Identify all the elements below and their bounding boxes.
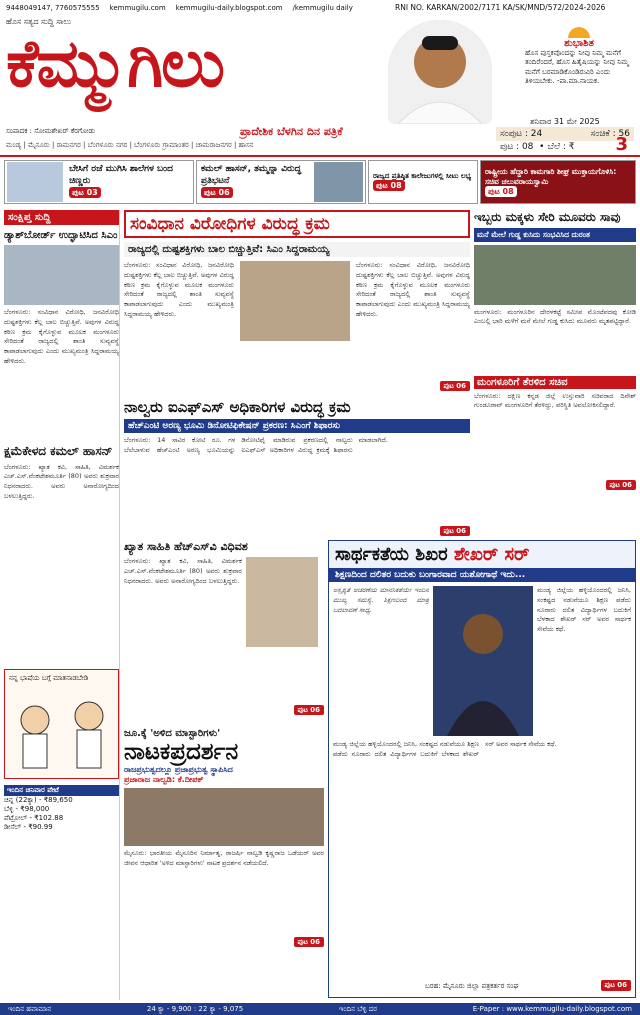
teaser-text: ಬೇಸಿಗೆ ರಜೆ ಮುಗಿಸಿ ಶಾಲೆಗಳ ಬಂದ ಚಿಣ್ಣರು <box>69 164 173 187</box>
lead-body-2: ಬೆಂಗಳೂರು: ಸಂವಿಧಾನ ವಿರೋಧಿ, ಜನವಿರೋಧಿ ದುಷ್ಟಶಕ್ತಿಗಳು ಕೆಲ್ಲ ಬಾಲ ಬಿಚ್ಚುತ್ತಿವೆ. ಅವುಗಳ ವಿರುದ್ಧ ಕಠಿಣ ಕ್ರಮ ಕೈಗೊಳ್ಳುವ ಮೂಲಕ ಮಂಗಳೂರು ಸೇರಿದಂತೆ ರಾಜ್ಯದಲ್ಲಿ ಶಾಂತಿ ಸುವ್ಯವಸ್ಥೆ ಕಾಪಾಡಲಾಗುವುದು ಎಂದು ಮುಖ್ಯಮಂತ್ರಿ ಸಿದ್ದರಾಮಯ್ಯ ಹೇಳಿದರು. <box>356 261 470 318</box>
teaser-2[interactable] <box>196 160 366 204</box>
drama-subheadline-2: ಪ್ರಜಾರಾಜ ನಾಲ್ವಡಿ: ಕೆ.ದೀಪಕ್ <box>124 775 204 784</box>
teaser-1[interactable] <box>4 160 194 204</box>
market-item: ಬೆಳ್ಳಿ - ₹98,000 <box>4 804 50 813</box>
masthead-subtitle: ಪ್ರಾದೇಶಿಕ ಬೆಳಗಿನ ದಿನ ಪತ್ರಿಕೆ <box>240 125 343 138</box>
feature-subheadline: ಶಿಕ್ಷಣದಿಂದ ದಲಿತರ ಬದುಕು ಬಂಗಾರವಾದ ಯಶೋಗಾಥೆ ಇದು... <box>329 568 635 582</box>
obituary-story <box>124 540 324 716</box>
obituary-continued[interactable]: ಪುಟ 06 <box>294 705 324 715</box>
brief-body-2: ಬೆಂಗಳೂರು: ಖ್ಯಾತ ಕವಿ, ಸಾಹಿತಿ, ವಿಮರ್ಶಕ ಎಚ್.ಎಸ್.ವೆಂಕಟೇಶಮೂರ್ತಿ (80) ಅವರು ಶುಕ್ರವಾರ ನಿಧನರಾದರು. ಅವರು ಅನಾರೋಗ್ಯದಿಂದ ಬಳಲುತ್ತಿದ್ದರು. <box>4 462 119 500</box>
volume: ಸಂಪುಟ : 24 <box>500 129 543 139</box>
second-continued[interactable]: ಪುಟ 06 <box>440 526 470 536</box>
section-header: ಸಂಕ್ಷಿಪ್ತ ಸುದ್ದಿ <box>4 210 119 225</box>
drama-story <box>124 728 324 948</box>
drama-photo <box>124 788 324 846</box>
right-continued[interactable]: ಪುಟ 06 <box>606 480 636 490</box>
second-headline: ನಾಲ್ವರು ಐಎಫ್‌ಎಸ್ ಅಧಿಕಾರಿಗಳ ವಿರುದ್ಧ ಕ್ರಮ <box>124 398 351 416</box>
feature-quote: ಅಸ್ಪೃಶ್ಯತೆ ಆಚರಣೆಯ ಮಾನಸಿಕತೆಯೇ ಇಂದಿನ ಮುಖ್ಯ ಸಮಸ್ಯೆ. ಶಿಕ್ಷಣದಿಂದ ಮಾತ್ರ ಬದಲಾವಣೆ ಸಾಧ್ಯ. <box>333 586 429 614</box>
price-line: ಪುಟ : 08 • ಬೆಲೆ : ₹ 3 <box>500 134 628 155</box>
lead-continued[interactable]: ಪುಟ 06 <box>440 381 470 391</box>
lead-photo <box>240 261 350 341</box>
quote-box <box>525 20 633 87</box>
tagline: ಹೊಸ ಸತ್ಯದ ಸುದ್ದಿ ಸಾಲು <box>6 17 72 26</box>
right-headline-2: ಮಂಗಳೂರಿಗೆ ತೆರಳಿದ ಸಚಿವ <box>474 376 636 389</box>
right-body: ಮಂಗಳೂರು: ಮಂಗಳೂರಿನ ದೇರಳಕಟ್ಟೆ ಸಮೀಪ ಮೊಂಟೆಪದವು ಕೋಡಿ ಎಂಬಲ್ಲಿ ಭಾರಿ ಮಳೆಗೆ ಮನೆ ಮೇಲೆ ಗುಡ್ಡ ಕುಸಿದು ಮೂವರು ಮೃತಪಟ್ಟಿದ್ದಾರೆ. <box>474 307 636 326</box>
teaser-4[interactable] <box>480 160 636 204</box>
market-item: ಡೀಸೆಲ್ - ₹90.99 <box>4 822 53 831</box>
footer-left: ಇಂದಿನ ಹವಾಮಾನ <box>8 1004 52 1013</box>
market-box <box>4 785 119 832</box>
sunrise-logo-icon <box>559 20 599 38</box>
feature-continued[interactable]: ಪುಟ 06 <box>601 980 631 991</box>
quote-text: ಹೊಸ ಪುಸ್ತಕವೊಂದನ್ನು ನೀವು ನಿಮ್ಮ ಮನೆಗೆ ತಂದಿರೆಂದರೆ, ಹೊಸ ಹಿತೈಷಿಯನ್ನು ನೀವು ನಿಮ್ಮ ಮನೆಗೆ ಬರಮಾಡಿಕೊಂಡಿರುವಿರಿ ಎಂದು ತಿಳಿಯಬೇಕು. -ಪಾ.ಮಾ.ನಾಯಕ. <box>525 49 629 86</box>
second-body: ಬೆಂಗಳೂರು: 14 ಸಾವಿರ ಕೋಟಿ ರೂ. ಗಳ ಬೆಲೆಬಾಳುವ ಹೆಚ್‌ಎಂಟಿ ಅರಣ್ಯ ಭೂಮಿಯನ್ನು ಡಿನೋಟಿಫೈ ಮಾಡಿರುವ ಪ್ರಕರಣದಲ್ಲಿ ನಾಲ್ವರು ಐಎಫ್‌ಎಸ್ ಅಧಿಕಾರಿಗಳ ವಿರುದ್ಧ ಕ್ರಮಕ್ಕೆ ಶಿಫಾರಸು ಮಾಡಲಾಗಿದೆ. <box>124 436 388 454</box>
teaser-page: ಪುಟ 03 <box>69 187 101 198</box>
cartoon <box>4 669 119 779</box>
divider <box>0 155 640 157</box>
epaper-link[interactable]: E-Paper : www.kemmugilu-daily.blogspot.com <box>472 1005 632 1013</box>
teaser-page: ಪುಟ 06 <box>201 187 233 198</box>
second-story <box>124 398 470 537</box>
author-byline <box>425 982 519 991</box>
page-count: ಪುಟ : 08 <box>500 142 534 152</box>
rni-number: RNI NO. KARKAN/2002/7171 KA/SK/MND/572/2024-2026 <box>395 3 606 12</box>
lead-subheadline: ರಾಜ್ಯದಲ್ಲಿ ದುಷ್ಟಶಕ್ತಿಗಳು ಬಾಲ ಬಿಚ್ಚುತ್ತಿವೆ: ಸಿಎಂ ಸಿದ್ದರಾಮಯ್ಯ <box>124 242 470 257</box>
author-label: ಬರಹ: <box>425 982 441 990</box>
drama-body: ಮೈಸೂರು: ಭಾರತೀಯ ಮೈಸೂರಿನ ನಿರ್ಮಾತೃ, ರಾಜರ್ಷಿ ನಾಲ್ವಡಿ ಕೃಷ್ಣರಾಜ ಒಡೆಯರ್ ಅವರ ಜೀವನ ಆಧಾರಿತ 'ಅಳಿದ ಮಾಸ್ಟಾರಿಗಳು' ನಾಟಕ ಪ್ರದರ್ಶನ ನಡೆಯಲಿದೆ. <box>124 849 324 867</box>
right-column <box>474 210 636 491</box>
author-name: ಮೈಸೂರು ಜಿಲ್ಲಾ ಪತ್ರಕರ್ತರ ಸಂಘ <box>442 982 519 990</box>
feature-title-1: ಸಾರ್ಥಕತೆಯ ಶಿಖರ <box>335 544 448 565</box>
footer-mid: 24 ಕ್ಯಾ - 9,900 : 22 ಕ್ಯಾ - 9,075 <box>146 1004 244 1013</box>
blog-link[interactable]: kemmugilu-daily.blogspot.com <box>175 4 283 12</box>
feature-story <box>328 540 636 998</box>
issue-number: ಸಂಚಿಕೆ : 56 <box>590 129 630 139</box>
lead-headline: ಸಂವಿಧಾನ ವಿರೋಧಿಗಳ ವಿರುದ್ಧ ಕ್ರಮ <box>124 210 470 238</box>
left-column <box>4 210 120 1000</box>
editor-line: ಸಂಪಾದಕ : ಸೋಮಶೇಖರ್ ಕೆರಗೋಡು <box>6 127 96 135</box>
featured-person-photo <box>388 20 492 124</box>
feature-body-2: ಮಂಡ್ಯ ಜಿಲ್ಲೆಯ ಹಳ್ಳಿಯೊಂದರಲ್ಲಿ ಜನಿಸಿ, ಸಂಕಷ್ಟದ ನಡುವೆಯೂ ಶಿಕ್ಷಣ ಪಡೆದು ನೂರಾರು ದಲಿತ ವಿದ್ಯಾರ್ಥಿಗಳ ಬದುಕಿಗೆ ಬೆಳಕಾದ ಶೇಖರ್ ಸರ್ ಅವರ ಸಾರ್ಥಕ ಸೇವೆಯ ಕಥೆ. <box>333 740 557 758</box>
feature-photo <box>433 586 533 736</box>
obituary-photo <box>246 557 318 647</box>
price-value: 3 <box>615 134 628 155</box>
masthead-title: ಕೆಮ್ಮುಗಿಲು <box>6 24 223 102</box>
obituary-headline: ಖ್ಯಾತ ಸಾಹಿತಿ ಹೆಚ್‌ಎಸ್‌ವಿ ವಿಧಿವಶ <box>124 540 248 553</box>
teaser-text: ರಾಷ್ಟ್ರೀಯ ಹೆದ್ದಾರಿ ಕಾಮಗಾರಿ ಶೀಘ್ರ ಮುಕ್ತಾಯಗೊಳಿಸಿ: ಸಚಿವ ಚಲುವರಾಯಸ್ವಾಮಿ <box>485 167 617 186</box>
drama-headline: ನಾಟಕಪ್ರದರ್ಶನ <box>124 739 239 765</box>
feature-body: ಮಂಡ್ಯ ಜಿಲ್ಲೆಯ ಹಳ್ಳಿಯೊಂದರಲ್ಲಿ ಜನಿಸಿ, ಸಂಕಷ್ಟದ ನಡುವೆಯೂ ಶಿಕ್ಷಣ ಪಡೆದು ನೂರಾರು ದಲಿತ ವಿದ್ಯಾರ್ಥಿಗಳ ಬದುಕಿಗೆ ಬೆಳಕಾದ ಶೇಖರ್ ಸರ್ ಅವರ ಸಾರ್ಥಕ ಸೇವೆಯ ಕಥೆ. <box>536 586 631 633</box>
brief-headline-1: ಡ್ಯಾಶ್‌ಬೋರ್ಡ್ ಉದ್ಘಾಟಿಸಿದ ಸಿಎಂ <box>4 230 118 241</box>
website-link[interactable]: kemmugilu.com <box>109 4 166 12</box>
footer-mid-2: ಇಂದಿನ ಬೆಳ್ಳಿ ದರ <box>338 1004 377 1013</box>
facebook-link[interactable]: /kemmugilu daily <box>292 4 353 12</box>
market-item: ಪೆಟ್ರೋಲ್ - ₹102.88 <box>4 813 64 822</box>
teaser-text: ಕಮಲ್ ಹಾಸನ್, ತಮ್ಮನ್ನಾ ವಿರುದ್ಧ ಪ್ರತಿಭಟನೆ <box>201 164 302 187</box>
market-item: ಚಿನ್ನ (22ಕ್ಯಾ) - ₹89,650 <box>4 795 73 804</box>
lead-story <box>124 210 470 392</box>
drama-subheadline-1: ರಾಜಪ್ರಭುತ್ವದಲ್ಲೂ ಪ್ರಜಾಪ್ರಭುತ್ವ ಸ್ಥಾಪಿಸಿದ <box>124 765 233 774</box>
teaser-page: ಪುಟ 08 <box>485 186 517 197</box>
lead-body: ಬೆಂಗಳೂರು: ಸಂವಿಧಾನ ವಿರೋಧಿ, ಜನವಿರೋಧಿ ದುಷ್ಟಶಕ್ತಿಗಳು ಕೆಲ್ಲ ಬಾಲ ಬಿಚ್ಚುತ್ತಿವೆ. ಅವುಗಳ ವಿರುದ್ಧ ಕಠಿಣ ಕ್ರಮ ಕೈಗೊಳ್ಳುವ ಮೂಲಕ ಮಂಗಳೂರು ಸೇರಿದಂತೆ ರಾಜ್ಯದಲ್ಲಿ ಶಾಂತಿ ಸುವ್ಯವಸ್ಥೆ ಕಾಪಾಡಲಾಗುವುದು ಎಂದು ಮುಖ್ಯಮಂತ್ರಿ ಸಿದ್ದರಾಮಯ್ಯ ಹೇಳಿದರು. <box>124 261 234 318</box>
right-photo <box>474 245 636 305</box>
market-title: ಇಂದಿನ ಚಿನಿವಾರ ಪೇಟೆ <box>4 785 119 796</box>
coverage-places: ಮಂಡ್ಯ | ಮೈಸೂರು | ರಾಮನಗರ | ಬೆಂಗಳೂರು ನಗರ | ಬೆಂಗಳೂರು ಗ್ರಾಮಾಂತರ | ಚಾಮರಾಜನಗರ | ಹಾಸನ <box>6 141 254 149</box>
drama-continued[interactable]: ಪುಟ 06 <box>294 937 324 947</box>
drama-kicker: ಜೂ.ಕ್ಕೆ 'ಅಳಿದ ಮಾಸ್ಟಾರಿಗಳು' <box>124 728 221 739</box>
brief-photo <box>4 245 119 305</box>
teaser-text: ರಾಜ್ಯದ ಪ್ರತಿಷ್ಠಿತ ಕಾಲೇಜುಗಳಲ್ಲಿ ಸೀಟು ಲಭ್ಯ <box>373 172 472 181</box>
teaser-image <box>7 162 63 202</box>
teaser-page: ಪುಟ 08 <box>373 180 405 191</box>
teaser-image <box>314 162 363 202</box>
second-subheadline: ಹೆಚ್‌ಎಂಟಿ ಅರಣ್ಯ ಭೂಮಿ ಡಿನೋಟಿಫಿಕೇಷನ್ ಪ್ರಕರಣ: ಸಿಎಂಗೆ ಶಿಫಾರಸು <box>124 419 470 433</box>
issue-volume <box>496 127 634 141</box>
feature-title-2: ಶೇಖರ್ ಸರ್ <box>453 544 530 565</box>
brief-body: ಬೆಂಗಳೂರು: ಸಂವಿಧಾನ ವಿರೋಧಿ, ಜನವಿರೋಧಿ ದುಷ್ಟಶಕ್ತಿಗಳು ಕೆಲ್ಲ ಬಾಲ ಬಿಚ್ಚುತ್ತಿವೆ. ಅವುಗಳ ವಿರುದ್ಧ ಕಠಿಣ ಕ್ರಮ ಕೈಗೊಳ್ಳುವ ಮೂಲಕ ಮಂಗಳೂರು ಸೇರಿದಂತೆ ರಾಜ್ಯದಲ್ಲಿ ಶಾಂತಿ ಸುವ್ಯವಸ್ಥೆ ಕಾಪಾಡಲಾಗುವುದು ಎಂದು ಮುಖ್ಯಮಂತ್ರಿ ಸಿದ್ದರಾಮಯ್ಯ ಹೇಳಿದರು. <box>4 308 119 365</box>
issue-date: ಶನಿವಾರ 31 ಮೇ 2025 <box>530 117 600 126</box>
cartoon-caption: ನನ್ನ ಭಾಷೆಯ ಬಗ್ಗೆ ಮಾತನಾಡಬೇಡಿ <box>9 673 89 682</box>
footer-bar <box>0 1003 640 1015</box>
right-subheadline: ಮನೆ ಮೇಲೆ ಗುಡ್ಡ ಕುಸಿದು ಸಂಭವಿಸಿದ ದುರಂತ <box>474 228 636 242</box>
quote-brand: ಶುಭಾಶಿತ <box>564 38 594 49</box>
right-body-2: ಬೆಂಗಳೂರು: ದಕ್ಷಿಣ ಕನ್ನಡ ಜಿಲ್ಲೆ ಉಸ್ತುವಾರಿ ಸಚಿವರಾದ ದಿನೇಶ್ ಗುಂಡೂರಾವ್ ಮಂಗಳೂರಿಗೆ ತೆರಳಿದ್ದು, ಪರಿಸ್ಥಿತಿ ಅವಲೋಕಿಸಲಿದ್ದಾರೆ. <box>474 391 636 410</box>
brief-headline-2: ಕ್ಷಮೆಕೇಳದ ಕಮಲ್ ಹಾಸನ್ <box>4 444 113 458</box>
teaser-3[interactable] <box>368 160 478 204</box>
phone-text: 9448049147, 7760575555 <box>6 4 100 12</box>
right-headline: ಇಬ್ಬರು ಮಕ್ಕಳು ಸೇರಿ ಮೂವರು ಸಾವು <box>474 210 621 224</box>
obituary-body: ಬೆಂಗಳೂರು: ಖ್ಯಾತ ಕವಿ, ಸಾಹಿತಿ, ವಿಮರ್ಶಕ ಎಚ್.ಎಸ್.ವೆಂಕಟೇಶಮೂರ್ತಿ (80) ಅವರು ಶುಕ್ರವಾರ ನಿಧನರಾದರು. ಅವರು ಅನಾರೋಗ್ಯದಿಂದ ಬಳಲುತ್ತಿದ್ದರು. <box>124 557 242 585</box>
price-label: ಬೆಲೆ : ₹ <box>547 142 575 152</box>
